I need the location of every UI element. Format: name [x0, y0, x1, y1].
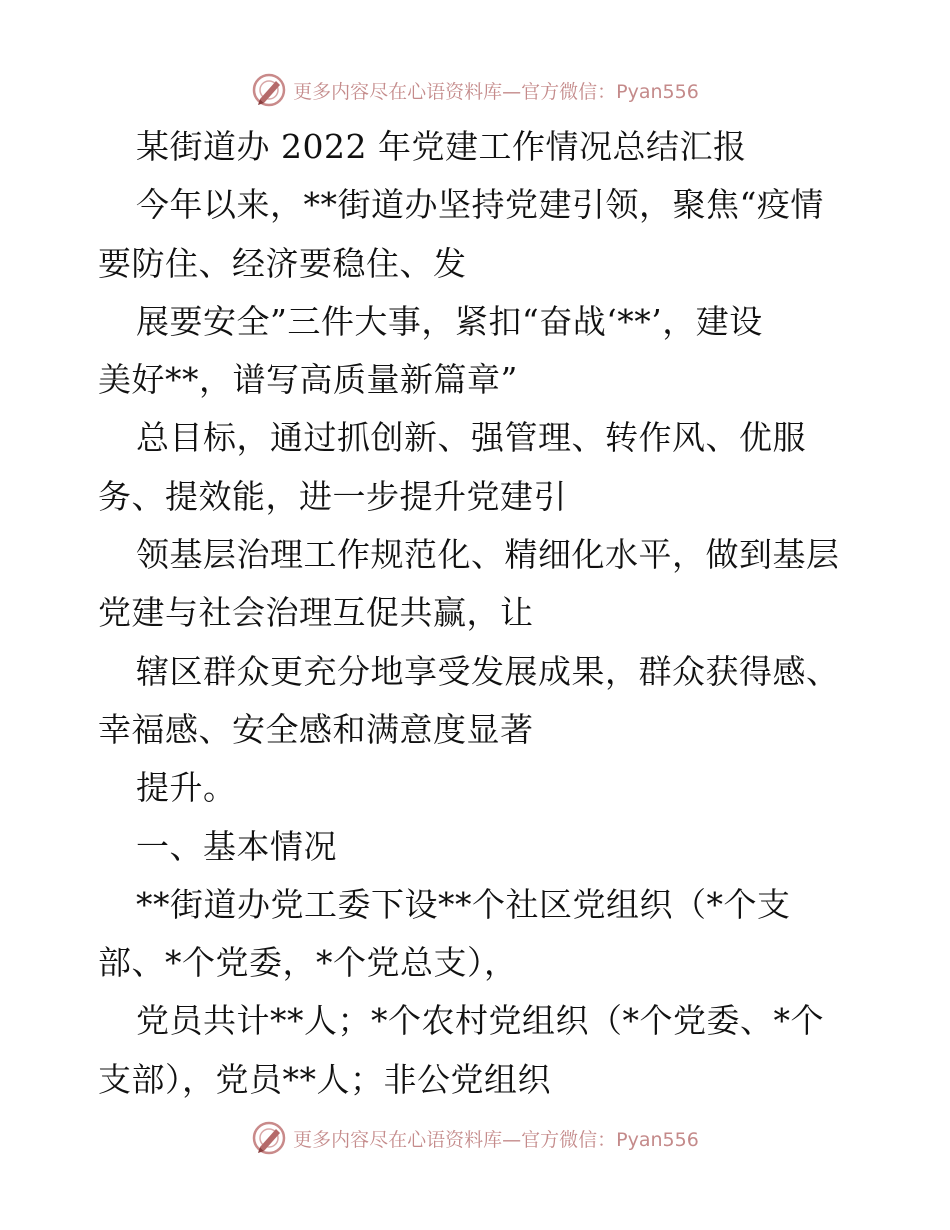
- document-body: [98, 118, 858, 1109]
- paragraph-line: 党建与社会治理互促共赢，让: [98, 593, 534, 633]
- paragraph-line: 美好**，谱写高质量新篇章”: [98, 360, 518, 400]
- paragraph-line: 党员共计**人；*个农村党组织（*个党委、*个: [136, 1001, 824, 1041]
- paragraph-line: 务、提效能，进一步提升党建引: [98, 476, 567, 516]
- paragraph-line: 支部），党员**人；非公党组织: [98, 1059, 551, 1099]
- paragraph-line: 幸福感、安全感和满意度显著: [98, 709, 534, 749]
- paragraph-line: 部、*个党委，*个党总支），: [98, 943, 518, 983]
- watermark-text: 更多内容尽在心语资料库—官方微信：Pyan556: [293, 80, 699, 103]
- paragraph-line: 展要安全”三件大事，紧扣“奋战‘**’，建设: [136, 301, 763, 341]
- section-heading: 一、基本情况: [136, 826, 337, 866]
- paragraph-line: **街道办党工委下设**个社区党组织（*个支: [136, 884, 791, 924]
- paragraph-line: 总目标，通过抓创新、强管理、转作风、优服: [136, 418, 806, 458]
- watermark-text: 更多内容尽在心语资料库—官方微信：Pyan556: [293, 1128, 699, 1151]
- paragraph-line: 提升。: [136, 768, 237, 808]
- pen-logo-icon: [251, 72, 287, 108]
- header-watermark-banner: [0, 70, 950, 110]
- pen-logo-icon: [251, 1120, 287, 1156]
- paragraph-line: 领基层治理工作规范化、精细化水平，做到基层: [136, 535, 840, 575]
- document-title: 某街道办 2022 年党建工作情况总结汇报: [136, 127, 747, 166]
- paragraph-line: 今年以来，**街道办坚持党建引领，聚焦“疫情: [136, 185, 824, 225]
- paragraph-line: 要防住、经济要稳住、发: [98, 243, 467, 283]
- footer-watermark-banner: [0, 1118, 950, 1158]
- paragraph-line: 辖区群众更充分地享受发展成果，群众获得感、: [136, 651, 840, 691]
